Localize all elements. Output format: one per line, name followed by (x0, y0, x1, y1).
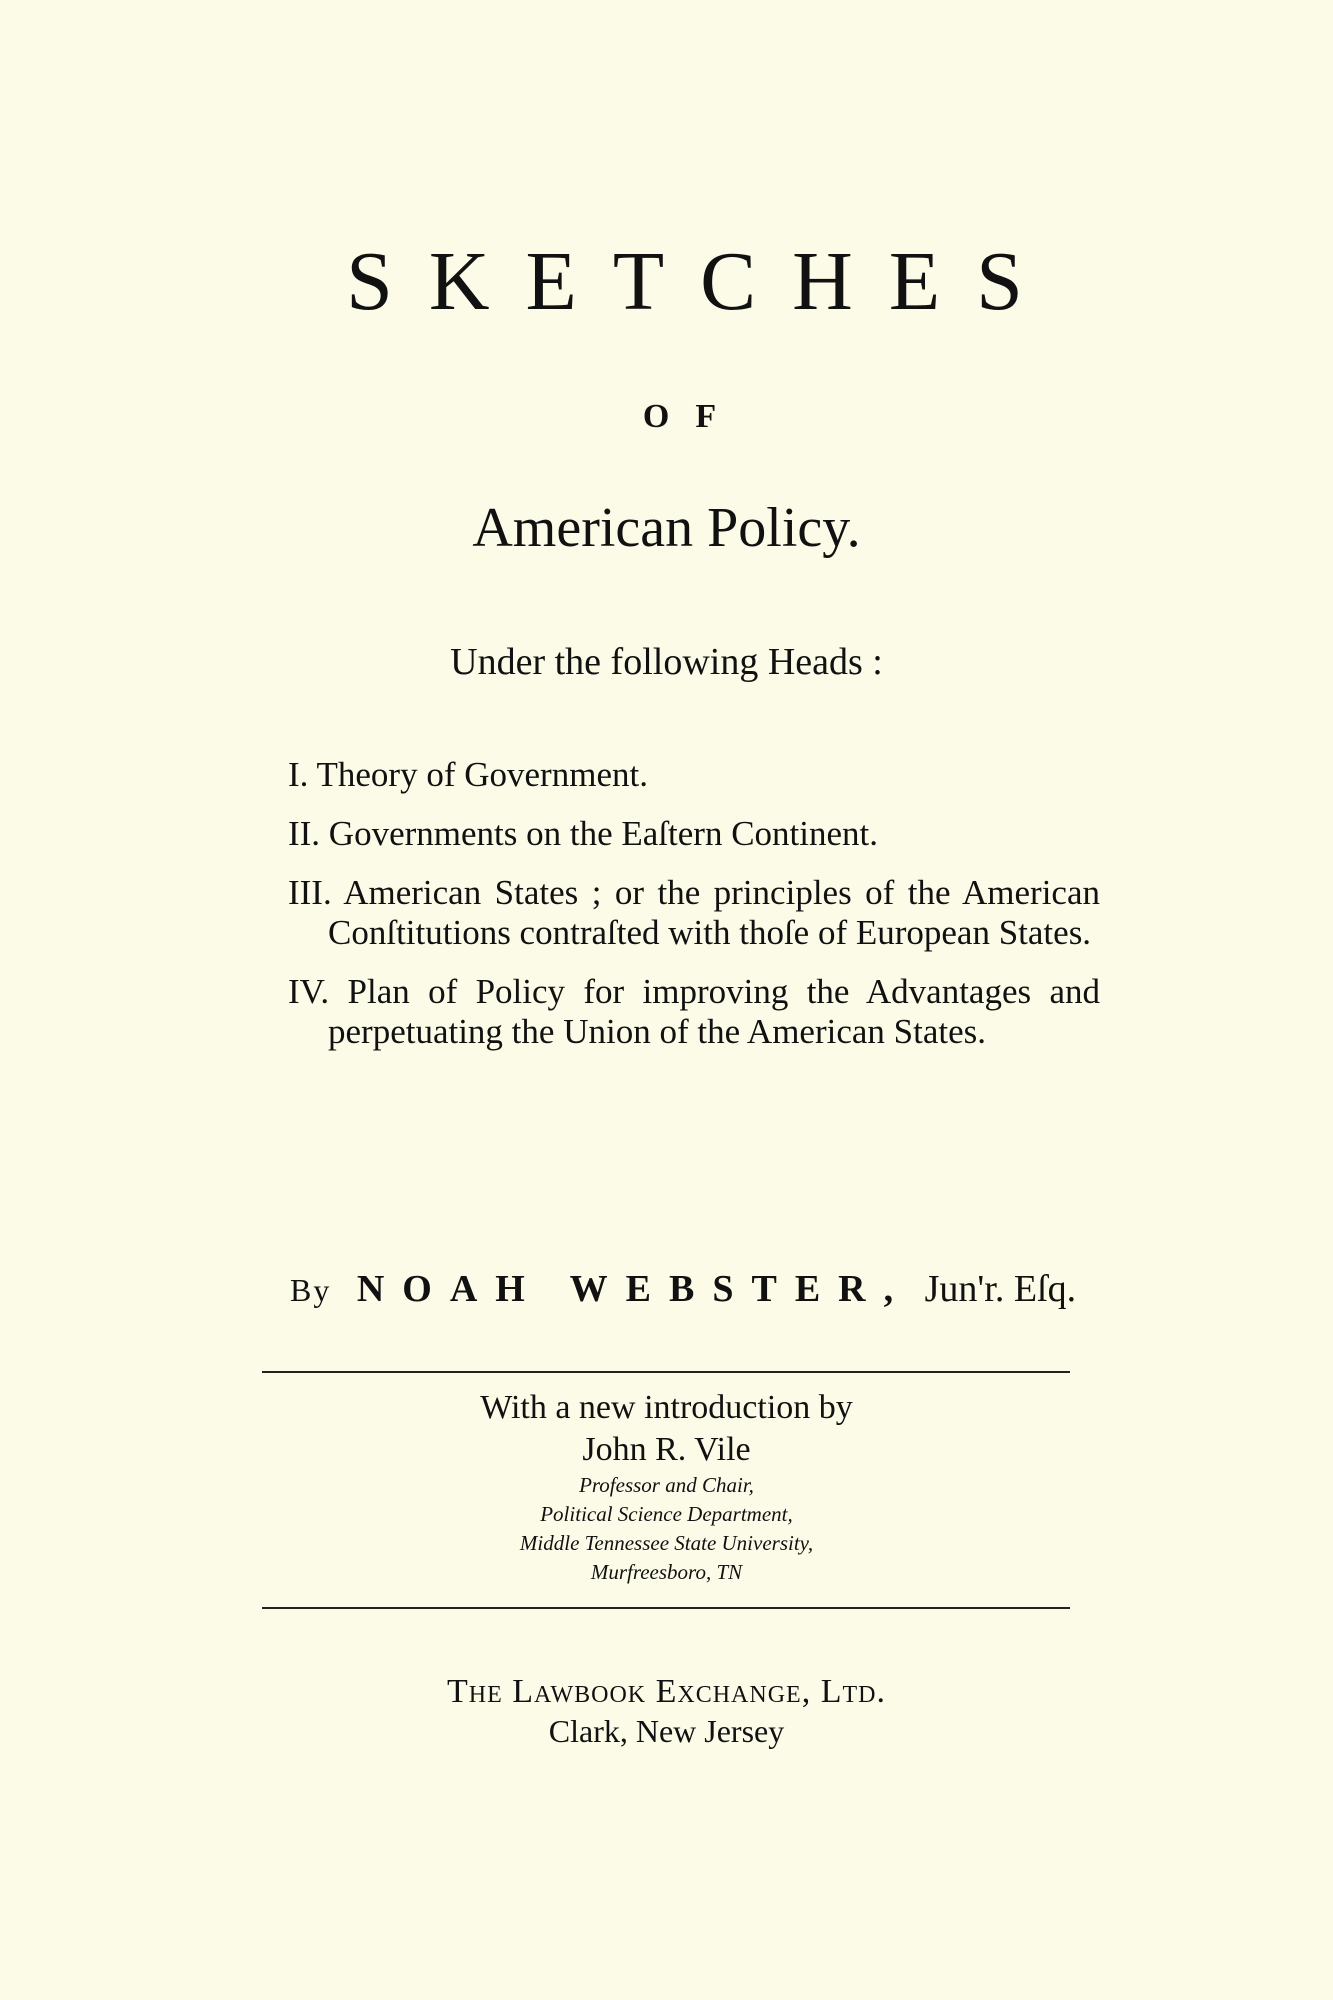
author-line (290, 1270, 1090, 1308)
intro-line: With a new introduction by (480, 1389, 853, 1426)
book-title: SKETCHES (346, 235, 1059, 328)
publisher-place: Clark, New Jersey (548, 1713, 785, 1749)
credential-line: Political Science Department, (540, 1502, 793, 1526)
head-item-3: III. American States ; or the principles of the American Conſtitutions contraſted with thoſe of European States. (288, 873, 1100, 952)
head-item-1: I. Theory of Government. (288, 755, 648, 794)
credential-line: Professor and Chair, (579, 1473, 754, 1497)
head-item-4: IV. Plan of Policy for improving the Advantages and perpetuating the Union of the American States. (288, 972, 1100, 1051)
author-by: By (290, 1272, 332, 1308)
author-name: NOAH WEBSTER, (356, 1268, 912, 1310)
head-item-2: II. Governments on the Eaſtern Continent. (288, 814, 878, 853)
intro-credentials (0, 1471, 1333, 1587)
credential-line: Middle Tennessee State University, (519, 1531, 814, 1555)
book-subtitle: American Policy. (472, 497, 861, 559)
divider-top (262, 1371, 1070, 1373)
publisher-name: The Lawbook Exchange, Ltd. (447, 1673, 886, 1710)
heads-list (288, 755, 1100, 1071)
title-connector: OF (642, 398, 743, 435)
author-suffix: Jun'r. Eſq. (924, 1268, 1077, 1310)
heads-intro: Under the following Heads : (450, 641, 883, 683)
intro-author-name: John R. Vile (582, 1431, 751, 1468)
credential-line: Murfreesboro, TN (590, 1560, 743, 1584)
divider-bottom (262, 1607, 1070, 1609)
